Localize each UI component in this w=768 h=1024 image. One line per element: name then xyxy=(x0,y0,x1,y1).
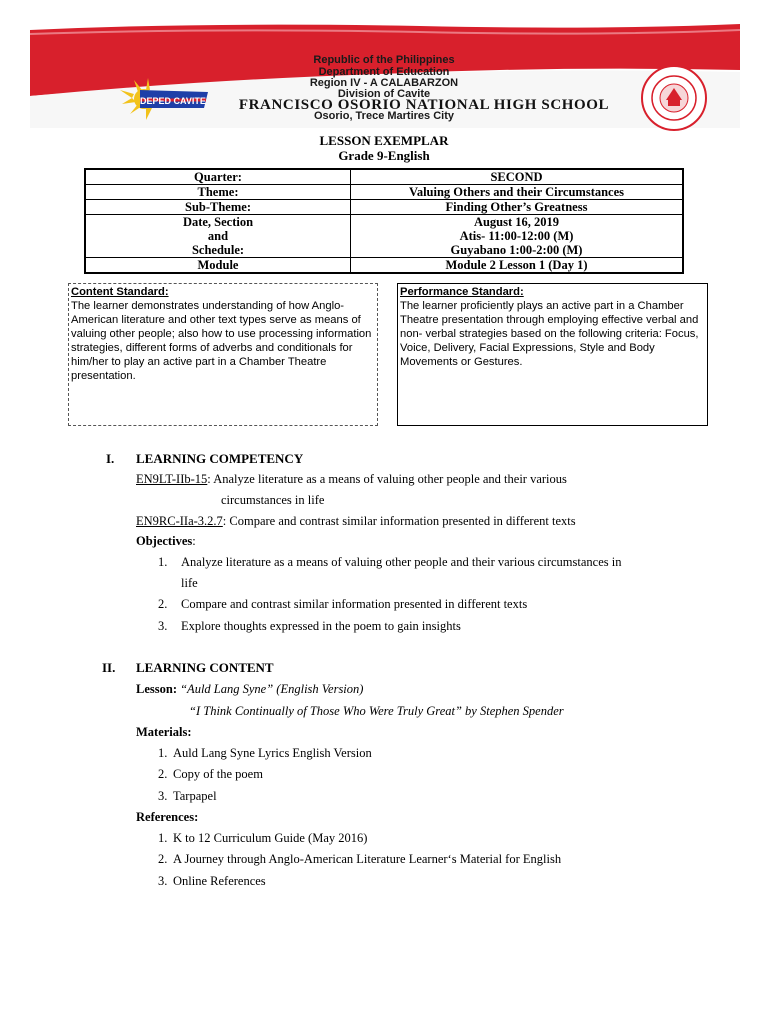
learning-content-heading: LEARNING CONTENT xyxy=(136,660,274,675)
info-label-line: Schedule: xyxy=(191,243,245,257)
info-label: Quarter: xyxy=(85,169,351,185)
material-item: Copy of the poem xyxy=(173,767,263,781)
objective-text: Explore thoughts expressed in the poem to gain insights xyxy=(181,619,461,633)
info-value: Finding Other’s Greatness xyxy=(351,200,684,215)
content-standard-box xyxy=(68,283,378,426)
objective-number: 2. xyxy=(158,597,168,611)
reference-number: 3. xyxy=(158,874,168,888)
lesson-label: Lesson: xyxy=(136,682,177,696)
table-row xyxy=(85,258,683,274)
material-number: 1. xyxy=(158,746,168,760)
header-school-name: FRANCISCO OSORIO NATIONAL HIGH SCHOOL xyxy=(238,97,610,113)
lesson-title-2: “I Think Continually of Those Who Were Truly Great” by Stephen Spender xyxy=(189,704,564,718)
competency-text: : Analyze literature as a means of valuing other people and their various xyxy=(207,472,567,486)
reference-number: 2. xyxy=(158,852,168,866)
material-item: Tarpapel xyxy=(173,789,217,803)
info-value: Valuing Others and their Circumstances xyxy=(351,185,684,200)
info-label-line: Date, Section xyxy=(182,215,254,229)
objective-text: Analyze literature as a means of valuing other people and their various circumstances in xyxy=(181,555,622,569)
section-numeral: I. xyxy=(106,451,115,466)
info-value-multiline xyxy=(351,215,684,258)
content-standard-text: The learner demonstrates understanding of how Anglo-American literature and other text types serve as means of valuing other people; also how to use processing information strategies, different forms of adverbs and conditionals for him/her to play an active part in a Chamber Theatre presentation. xyxy=(71,300,372,382)
reference-number: 1. xyxy=(158,831,168,845)
competency-code: EN9RC-IIa-3.2.7 xyxy=(136,514,223,528)
objective-text-continued: life xyxy=(181,576,198,590)
table-row xyxy=(85,169,683,185)
competency-code: EN9LT-IIb-15 xyxy=(136,472,208,486)
competency-item xyxy=(136,514,576,529)
document-subtitle: Grade 9-English xyxy=(338,148,430,163)
info-label: Sub-Theme: xyxy=(85,200,351,215)
document-title: LESSON EXEMPLAR xyxy=(319,133,449,148)
material-item: Auld Lang Syne Lyrics English Version xyxy=(173,746,372,760)
objective-number: 3. xyxy=(158,619,168,633)
header-division: Division of Cavite xyxy=(337,88,431,100)
info-value: Module 2 Lesson 1 (Day 1) xyxy=(351,258,684,274)
header-region: Region IV - A CALABARZON xyxy=(309,77,459,89)
info-value-line: Guyabano 1:00-2:00 (M) xyxy=(450,243,583,257)
header-address: Osorio, Trece Martires City xyxy=(314,110,454,122)
reference-item: Online References xyxy=(173,874,266,888)
references-label: References: xyxy=(136,810,199,824)
info-label-line: and xyxy=(207,229,229,243)
lesson-title: “Auld Lang Syne” (English Version) xyxy=(180,682,364,696)
info-label: Module xyxy=(85,258,351,274)
section-numeral: II. xyxy=(102,660,116,675)
competency-item xyxy=(136,472,567,487)
reference-item: A Journey through Anglo-American Literature Learner‘s Material for English xyxy=(173,852,562,866)
info-value-line: Atis- 11:00-12:00 (M) xyxy=(459,229,574,243)
header-department: Department of Education xyxy=(318,66,450,78)
objectives-label: Objectives: xyxy=(136,534,196,548)
performance-standard-text: The learner proficiently plays an active part in a Chamber Theatre presentation through employing effective verbal and non- verbal strategies based on the following criteria: Focus, Voice, Delivery, Facial Expressions, Style and Body Movements or Gestures. xyxy=(400,300,699,368)
table-row xyxy=(85,215,683,258)
header-republic: Republic of the Philippines xyxy=(313,54,455,66)
content-standard-heading: Content Standard: xyxy=(71,286,169,298)
deped-cavite-logo-text: DEPED CAVITE xyxy=(140,96,206,106)
reference-item: K to 12 Curriculum Guide (May 2016) xyxy=(173,831,368,845)
learning-competency-heading: LEARNING COMPETENCY xyxy=(136,451,304,466)
info-value-line: August 16, 2019 xyxy=(473,215,560,229)
performance-standard-heading: Performance Standard: xyxy=(400,286,524,298)
objective-number: 1. xyxy=(158,555,168,569)
info-value: SECOND xyxy=(351,169,684,185)
material-number: 2. xyxy=(158,767,168,781)
lesson-line xyxy=(136,682,363,697)
performance-standard-box xyxy=(397,283,708,426)
table-row xyxy=(85,185,683,200)
info-label: Theme: xyxy=(85,185,351,200)
lesson-info-table xyxy=(84,168,684,274)
info-label-multiline xyxy=(85,215,351,258)
table-row xyxy=(85,200,683,215)
materials-label: Materials: xyxy=(136,725,192,739)
material-number: 3. xyxy=(158,789,168,803)
competency-text: : Compare and contrast similar information presented in different texts xyxy=(222,514,576,528)
objective-text: Compare and contrast similar information presented in different texts xyxy=(181,597,528,611)
competency-text-continued: circumstances in life xyxy=(221,493,325,507)
